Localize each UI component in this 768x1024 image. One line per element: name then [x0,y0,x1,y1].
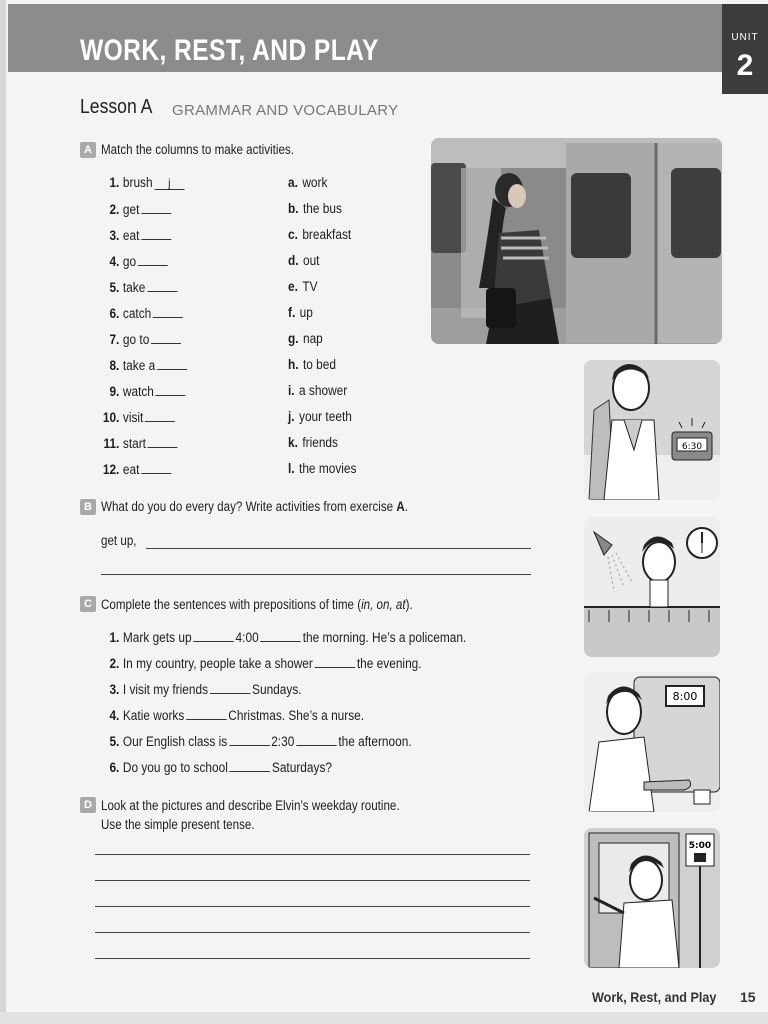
sentence-number: 3. [109,682,120,697]
item-verb: go to [122,332,150,347]
option-text: out [302,253,320,268]
sentence-item [100,681,302,697]
sentence-text: Katie works [122,708,185,723]
sentence-text: Christmas. She’s a nurse. [228,708,365,723]
match-option [288,357,336,372]
sentence-item [100,733,412,749]
lesson-heading [80,96,399,119]
exercise-c-instruction-end: ). [405,597,413,612]
exercise-b-instruction-end: . [404,499,408,514]
match-item [100,201,171,217]
sentence-item [100,655,422,671]
answer-line[interactable] [95,880,530,881]
answer-blank[interactable] [156,383,186,396]
match-option [288,201,342,216]
lesson-subtitle: GRAMMAR AND VOCABULARY [172,102,399,119]
exercise-a-label: A [80,142,96,158]
answer-blank[interactable] [148,435,178,448]
option-letter: f. [288,305,296,320]
item-number: 10. [102,410,120,425]
option-letter: e. [288,279,298,294]
option-letter: c. [288,227,298,242]
option-text: work [302,175,328,190]
item-number: 6. [109,306,120,321]
exercise-a-instruction: Match the columns to make activities. [101,142,294,157]
cartoon-alarm-clock [584,360,720,500]
option-text: your teeth [299,409,352,424]
item-number: 9. [109,384,120,399]
item-verb: brush [122,175,153,190]
option-letter: j. [288,409,295,424]
answer-blank[interactable] [141,201,171,214]
match-option [288,383,347,398]
match-item [100,461,171,477]
answer-line[interactable] [146,548,531,549]
clock-4-time: 5:00 [688,841,712,851]
match-item [100,305,183,321]
sentence-number: 4. [109,708,120,723]
exercise-d-label: D [80,797,96,813]
option-letter: d. [288,253,299,268]
match-item [100,409,175,425]
answer-blank[interactable] [147,279,177,292]
option-letter: g. [288,331,299,346]
answer-line[interactable] [95,932,530,933]
match-option [288,461,356,476]
exercise-b-instruction [101,499,408,514]
item-number: 12. [102,462,120,477]
preposition-blank[interactable] [229,733,269,746]
cartoon-bus [584,828,720,968]
exercise-b-instruction-text: What do you do every day? Write activities from exercise [101,499,397,514]
clock-3-time: 8:00 [672,690,698,703]
sentence-text: 2:30 [271,734,295,749]
answer-line[interactable] [95,854,530,855]
sentence-number: 5. [109,734,120,749]
preposition-blank[interactable] [193,629,233,642]
answer-line[interactable] [95,958,530,959]
item-verb: eat [122,228,140,243]
exercise-b-label: B [80,499,96,515]
subway-photo [431,138,722,344]
option-text: to bed [302,357,337,372]
option-text: friends [302,435,338,450]
item-verb: catch [122,306,152,321]
item-verb: get [122,202,140,217]
option-text: a shower [299,383,348,398]
exercise-c-instruction-text: Complete the sentences with prepositions of time ( [101,597,362,612]
sentence-text: the afternoon. [338,734,412,749]
sentence-text: In my country, people take a shower [122,656,313,671]
item-number: 4. [109,254,120,269]
match-option [288,253,319,268]
item-number: 5. [109,280,120,295]
sentence-number: 1. [109,630,120,645]
preposition-blank[interactable] [296,733,336,746]
cartoon-shower [584,517,720,657]
match-item [100,253,168,269]
preposition-blank[interactable] [315,655,355,668]
option-text: TV [302,279,318,294]
item-verb: start [122,436,146,451]
option-text: the bus [302,201,342,216]
match-option [288,227,351,242]
preposition-blank[interactable] [210,681,250,694]
match-option [288,305,313,320]
sentence-text: Saturdays? [271,760,332,775]
footer-title: Work, Rest, and Play [592,989,717,1005]
unit-header-bar [8,4,726,72]
unit-title: WORK, REST, AND PLAY [80,34,379,67]
item-verb: take [122,280,146,295]
option-text: breakfast [302,227,352,242]
match-item [100,227,171,243]
match-item [100,435,178,451]
answer-blank[interactable] [141,227,171,240]
page-edge-bottom [0,1012,768,1024]
sentence-item [100,759,332,775]
item-number: 3. [109,228,120,243]
option-letter: k. [288,435,298,450]
answer-blank[interactable] [141,461,171,474]
sentence-text: the evening. [356,656,422,671]
item-number: 1. [109,175,120,190]
answer-blank[interactable] [151,331,181,344]
cartoon-breakfast [584,672,720,812]
exercise-d-instruction-2: Use the simple present tense. [101,817,255,832]
clock-1-time: 6:30 [681,442,703,452]
sentence-item [100,629,466,645]
item-verb: watch [122,384,154,399]
answer-line[interactable] [101,574,531,575]
match-item [100,331,181,347]
unit-label: UNIT [731,32,759,43]
match-option [288,409,352,424]
exercise-c-label: C [80,596,96,612]
page-number: 15 [740,989,756,1005]
unit-badge [722,4,768,94]
match-option [288,435,338,450]
match-option [288,279,318,294]
preposition-blank[interactable] [186,707,226,720]
answer-blank[interactable] [157,357,187,370]
match-option [288,175,327,190]
exercise-c-instruction-options: in, on, at [361,597,406,612]
option-text: the movies [299,461,357,476]
sentence-text: Sundays. [252,682,302,697]
match-item [100,279,177,295]
match-option [288,331,323,346]
page-edge [0,0,6,1024]
sentence-text: I visit my friends [122,682,209,697]
sentence-number: 6. [109,760,120,775]
item-number: 11. [103,436,120,451]
sentence-text: Do you go to school [122,760,228,775]
option-letter: h. [288,357,299,372]
sentence-text: Our English class is [122,734,228,749]
item-verb: eat [122,462,140,477]
item-verb: visit [122,410,144,425]
sentence-item [100,707,364,723]
option-letter: l. [288,461,295,476]
item-number: 8. [109,358,120,373]
preposition-blank[interactable] [230,759,270,772]
item-verb: go [122,254,137,269]
answer-blank[interactable] [138,253,168,266]
item-verb: take a [122,358,156,373]
unit-number: 2 [736,49,754,82]
exercise-b-example: get up, [101,533,137,548]
sentence-number: 2. [109,656,120,671]
option-letter: i. [288,383,295,398]
answer-line[interactable] [95,906,530,907]
sentence-text: 4:00 [235,630,259,645]
answer-blank[interactable] [145,409,175,422]
match-item [100,357,187,373]
answer-blank[interactable]: j [154,177,184,190]
item-number: 2. [109,202,120,217]
option-text: up [299,305,313,320]
option-letter: b. [288,201,299,216]
option-text: nap [302,331,323,346]
option-letter: a. [288,175,298,190]
lesson-name: Lesson A [80,96,153,118]
match-item [100,383,186,399]
exercise-b-instruction-ref: A [396,499,405,514]
preposition-blank[interactable] [260,629,300,642]
exercise-d-instruction-1: Look at the pictures and describe Elvin’s weekday routine. [101,798,400,813]
answer-blank[interactable] [153,305,183,318]
exercise-c-instruction [101,597,413,612]
sentence-text: the morning. He’s a policeman. [302,630,467,645]
item-number: 7. [109,332,120,347]
match-item [100,175,184,190]
sentence-text: Mark gets up [122,630,192,645]
